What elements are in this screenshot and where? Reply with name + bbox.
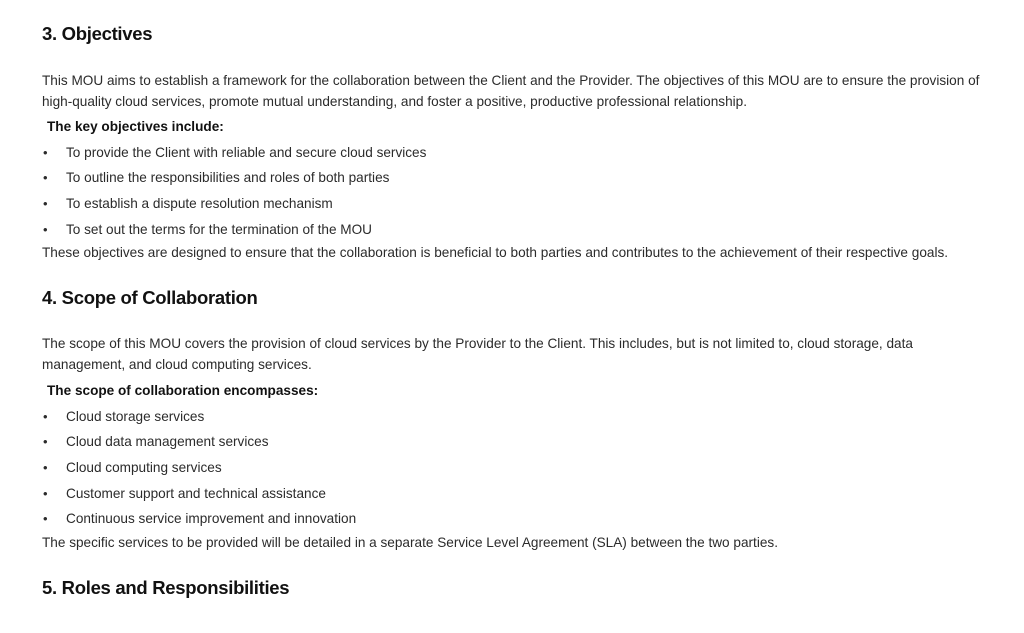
section-heading: 4. Scope of Collaboration	[42, 286, 258, 308]
list-item	[42, 404, 994, 430]
list-lead: The scope of collaboration encompasses:	[47, 382, 319, 398]
list-item-text: Cloud computing services	[66, 460, 222, 475]
list-item	[42, 429, 994, 455]
list-item-text: Customer support and technical assistance	[66, 485, 326, 501]
bullet-icon: •	[43, 221, 48, 237]
section-scope	[42, 286, 994, 553]
bullet-icon: •	[43, 485, 48, 501]
list-item	[42, 481, 994, 507]
list-item-text: To set out the terms for the termination of the MOU	[66, 221, 372, 237]
section-objectives	[42, 22, 994, 263]
bullet-icon: •	[43, 434, 48, 450]
bullet-icon: •	[43, 144, 48, 160]
scope-list	[42, 404, 994, 532]
list-item	[42, 165, 994, 191]
list-item-text: To provide the Client with reliable and secure cloud services	[66, 144, 427, 160]
list-item	[42, 191, 994, 217]
list-item	[42, 455, 994, 481]
list-item-text: Cloud data management services	[66, 434, 269, 450]
bullet-icon: •	[43, 170, 48, 186]
list-item-text: Continuous service improvement and innovation	[66, 511, 357, 527]
intro-paragraph: The scope of this MOU covers the provision of cloud services by the Provider to the Client. This includes, but is not limited to, cloud storage, data management, and cloud computing services.	[42, 336, 913, 373]
closing-paragraph: The specific services to be provided will be detailed in a separate Service Level Agreement (SLA) between the two parties.	[42, 535, 778, 551]
bullet-icon: •	[43, 196, 48, 212]
section-heading: 5. Roles and Responsibilities	[42, 576, 290, 598]
intro-paragraph: This MOU aims to establish a framework for the collaboration between the Client and the Provider. The objectives of this MOU are to ensure the provision of high-quality cloud services, promote mutual understanding, and foster a positive, productive professional relationship.	[42, 72, 980, 109]
objectives-list	[42, 140, 994, 243]
section-roles	[42, 576, 994, 600]
list-item	[42, 217, 994, 243]
list-item	[42, 506, 994, 532]
bullet-icon: •	[43, 460, 48, 475]
list-item	[42, 140, 994, 166]
bullet-icon: •	[43, 408, 48, 424]
list-item-text: To establish a dispute resolution mechanism	[66, 196, 333, 212]
bullet-icon: •	[43, 511, 48, 527]
list-item-text: To outline the responsibilities and roles of both parties	[66, 170, 390, 186]
list-item-text: Cloud storage services	[66, 408, 205, 424]
closing-paragraph: These objectives are designed to ensure that the collaboration is beneficial to both parties and contributes to the achievement of their respective goals.	[42, 245, 949, 261]
list-lead: The key objectives include:	[47, 119, 224, 134]
section-heading: 3. Objectives	[42, 23, 153, 44]
